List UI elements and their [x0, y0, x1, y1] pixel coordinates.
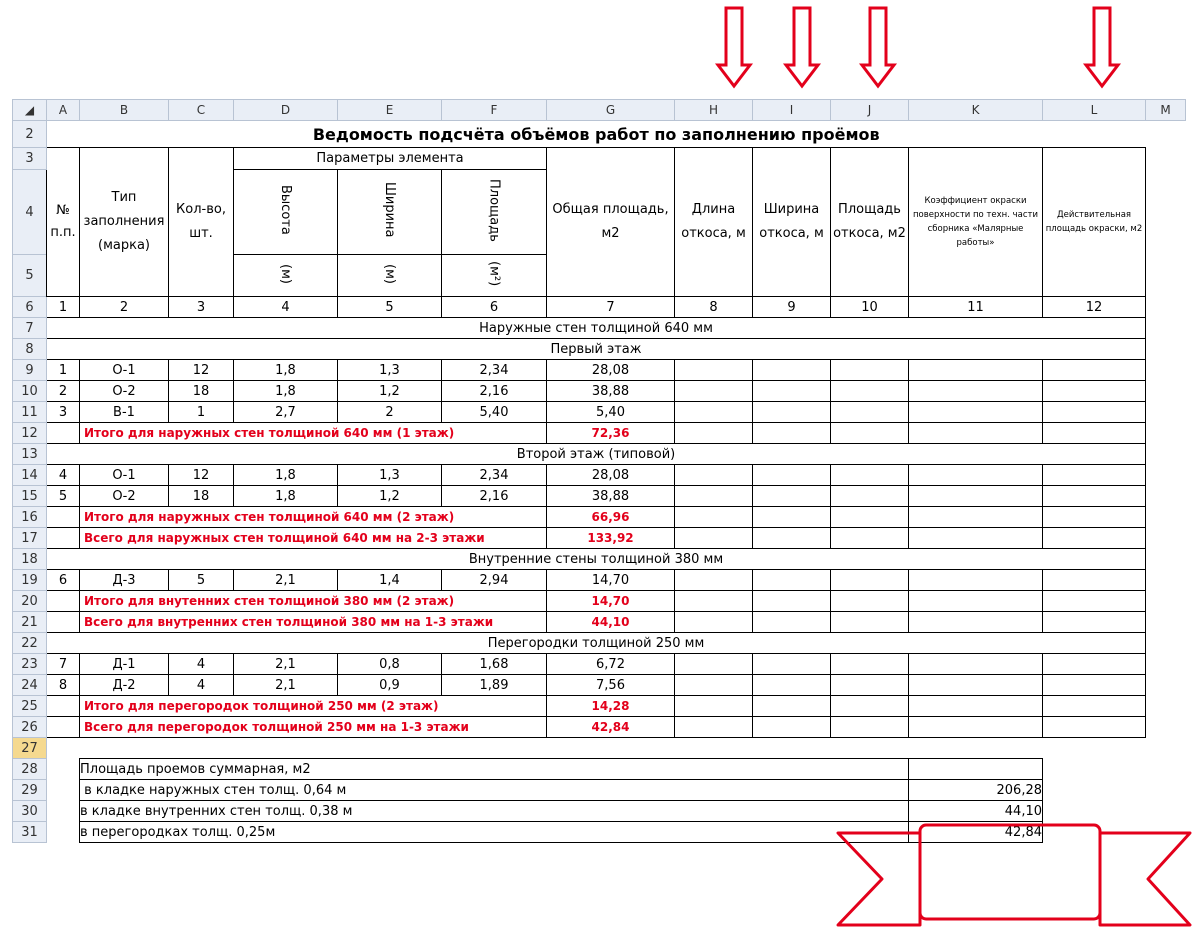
row-header[interactable]: 2 — [13, 121, 47, 148]
cell[interactable]: О-2 — [80, 381, 169, 402]
cell[interactable]: 2,34 — [442, 465, 547, 486]
summary-outer-value[interactable]: 206,28 — [909, 780, 1043, 801]
row-header[interactable]: 14 — [13, 465, 47, 486]
cell[interactable] — [831, 360, 909, 381]
cell[interactable]: 6,72 — [547, 654, 675, 675]
section-second-floor[interactable]: Второй этаж (типовой) — [47, 444, 1146, 465]
column-header-h[interactable]: H — [675, 100, 753, 121]
row-header[interactable]: 12 — [13, 423, 47, 444]
header-type[interactable]: Тип заполнения (марка) — [80, 148, 169, 297]
cell[interactable] — [831, 675, 909, 696]
header-width[interactable]: Ширина — [382, 182, 397, 238]
cell[interactable] — [753, 696, 831, 717]
row-header[interactable]: 6 — [13, 297, 47, 318]
cell[interactable] — [1043, 654, 1146, 675]
col-number[interactable]: 6 — [442, 297, 547, 318]
column-header-m[interactable]: M — [1146, 100, 1186, 121]
cell[interactable] — [675, 507, 753, 528]
cell[interactable] — [909, 654, 1043, 675]
cell[interactable] — [909, 486, 1043, 507]
total-label[interactable]: Итого для внутенних стен толщиной 380 мм (2 этаж) — [80, 591, 547, 612]
cell[interactable] — [831, 696, 909, 717]
row-header[interactable]: 19 — [13, 570, 47, 591]
cell[interactable]: 38,88 — [547, 486, 675, 507]
cell[interactable]: 18 — [169, 486, 234, 507]
cell[interactable]: 7,56 — [547, 675, 675, 696]
row-header[interactable]: 24 — [13, 675, 47, 696]
col-number[interactable]: 12 — [1043, 297, 1146, 318]
cell[interactable]: 2,16 — [442, 381, 547, 402]
cell[interactable]: 2,7 — [234, 402, 338, 423]
cell[interactable]: 1,8 — [234, 486, 338, 507]
cell[interactable]: О-1 — [80, 360, 169, 381]
header-area[interactable]: Площадь — [486, 178, 502, 242]
cell[interactable]: Д-3 — [80, 570, 169, 591]
col-number[interactable]: 5 — [338, 297, 442, 318]
column-header-e[interactable]: E — [338, 100, 442, 121]
cell[interactable] — [909, 507, 1043, 528]
cell[interactable] — [675, 591, 753, 612]
cell[interactable] — [1043, 528, 1146, 549]
row-header[interactable]: 16 — [13, 507, 47, 528]
cell[interactable]: 4 — [169, 654, 234, 675]
cell[interactable]: 1 — [47, 360, 80, 381]
header-params[interactable]: Параметры элемента — [234, 148, 547, 170]
cell[interactable] — [909, 696, 1043, 717]
unit-height[interactable]: (м) — [278, 263, 293, 284]
cell[interactable] — [675, 696, 753, 717]
total-label[interactable]: Итого для наружных стен толщиной 640 мм (1 этаж) — [80, 423, 547, 444]
total-value[interactable]: 14,70 — [547, 591, 675, 612]
header-qty[interactable]: Кол-во, шт. — [169, 148, 234, 297]
cell[interactable] — [909, 570, 1043, 591]
cell[interactable]: 0,9 — [338, 675, 442, 696]
cell[interactable]: 1,2 — [338, 381, 442, 402]
total-label[interactable]: Всего для наружных стен толщиной 640 мм на 2-3 этажи — [80, 528, 547, 549]
cell[interactable] — [831, 717, 909, 738]
cell[interactable] — [753, 381, 831, 402]
summary-heading[interactable]: Площадь проемов суммарная, м2 — [80, 759, 909, 780]
row-header[interactable]: 18 — [13, 549, 47, 570]
summary-partitions-label[interactable]: в перегородках толщ. 0,25м — [80, 822, 909, 843]
cell[interactable]: 1,8 — [234, 465, 338, 486]
cell[interactable] — [675, 612, 753, 633]
cell[interactable] — [831, 423, 909, 444]
cell[interactable] — [1043, 360, 1146, 381]
cell[interactable]: 2 — [338, 402, 442, 423]
cell[interactable]: 5,40 — [547, 402, 675, 423]
section-partitions[interactable]: Перегородки толщиной 250 мм — [47, 633, 1146, 654]
cell[interactable] — [675, 654, 753, 675]
cell[interactable] — [47, 423, 80, 444]
total-label[interactable]: Всего для внутренних стен толщиной 380 мм на 1-3 этажи — [80, 612, 547, 633]
cell[interactable] — [831, 591, 909, 612]
summary-inner-value[interactable]: 44,10 — [909, 801, 1043, 822]
total-value[interactable]: 133,92 — [547, 528, 675, 549]
column-header-g[interactable]: G — [547, 100, 675, 121]
cell[interactable] — [909, 360, 1043, 381]
total-value[interactable]: 66,96 — [547, 507, 675, 528]
sheet-title[interactable]: Ведомость подсчёта объёмов работ по заполнению проёмов — [312, 124, 880, 144]
cell[interactable] — [675, 486, 753, 507]
row-header[interactable]: 20 — [13, 591, 47, 612]
cell[interactable] — [675, 528, 753, 549]
cell[interactable]: В-1 — [80, 402, 169, 423]
row-header[interactable]: 25 — [13, 696, 47, 717]
cell[interactable]: 6 — [47, 570, 80, 591]
cell[interactable] — [47, 591, 80, 612]
row-header[interactable]: 10 — [13, 381, 47, 402]
down-arrow-icon — [718, 8, 750, 86]
cell[interactable] — [47, 717, 80, 738]
row-header[interactable]: 11 — [13, 402, 47, 423]
cell[interactable]: О-2 — [80, 486, 169, 507]
col-number[interactable]: 2 — [80, 297, 169, 318]
column-header-c[interactable]: C — [169, 100, 234, 121]
cell[interactable] — [831, 528, 909, 549]
cell[interactable] — [753, 654, 831, 675]
cell[interactable]: 12 — [169, 360, 234, 381]
col-number[interactable]: 1 — [47, 297, 80, 318]
row-header[interactable]: 31 — [13, 822, 47, 843]
cell[interactable]: 12 — [169, 465, 234, 486]
cell[interactable] — [1043, 591, 1146, 612]
cell[interactable] — [753, 402, 831, 423]
cell[interactable] — [675, 423, 753, 444]
summary-outer-label[interactable]: в кладке наружных стен толщ. 0,64 м — [80, 780, 909, 801]
row-header[interactable]: 4 — [13, 170, 47, 255]
cell[interactable] — [1043, 570, 1146, 591]
cell[interactable] — [909, 591, 1043, 612]
cell[interactable] — [753, 423, 831, 444]
summary-inner-label[interactable]: в кладке внутренних стен толщ. 0,38 м — [80, 801, 909, 822]
cell[interactable]: 7 — [47, 654, 80, 675]
cell[interactable]: 1 — [169, 402, 234, 423]
cell[interactable]: 2 — [47, 381, 80, 402]
cell[interactable] — [753, 465, 831, 486]
column-header-k[interactable]: K — [909, 100, 1043, 121]
cell[interactable] — [753, 591, 831, 612]
cell[interactable]: 2,34 — [442, 360, 547, 381]
header-coefficient[interactable]: Коэффициент окраски поверхности по техн. части сборника «Малярные работы» — [909, 148, 1043, 297]
cell[interactable] — [831, 486, 909, 507]
down-arrow-icon — [862, 8, 894, 86]
cell[interactable] — [909, 465, 1043, 486]
empty-row[interactable] — [47, 738, 1146, 759]
header-height[interactable]: Высота — [278, 185, 293, 235]
header-slope-area[interactable]: Площадь откоса, м2 — [831, 148, 909, 297]
section-first-floor[interactable]: Первый этаж — [47, 339, 1146, 360]
total-value[interactable]: 72,36 — [547, 423, 675, 444]
cell[interactable] — [909, 612, 1043, 633]
column-header-a[interactable]: A — [47, 100, 80, 121]
cell[interactable] — [831, 654, 909, 675]
cell[interactable]: 1,3 — [338, 360, 442, 381]
cell[interactable]: 5 — [47, 486, 80, 507]
cell[interactable] — [831, 402, 909, 423]
cell[interactable] — [675, 717, 753, 738]
cell[interactable] — [831, 465, 909, 486]
row-header[interactable]: 17 — [13, 528, 47, 549]
row-header[interactable]: 30 — [13, 801, 47, 822]
cell[interactable]: 18 — [169, 381, 234, 402]
header-total-area[interactable]: Общая площадь, м2 — [547, 148, 675, 297]
total-value[interactable]: 42,84 — [547, 717, 675, 738]
column-header-d[interactable]: D — [234, 100, 338, 121]
cell[interactable] — [909, 759, 1043, 780]
cell[interactable] — [1043, 381, 1146, 402]
row-header[interactable]: 3 — [13, 148, 47, 170]
spreadsheet — [12, 99, 1186, 843]
cell[interactable]: Д-2 — [80, 675, 169, 696]
col-number[interactable]: 7 — [547, 297, 675, 318]
cell[interactable] — [909, 675, 1043, 696]
cell[interactable]: 28,08 — [547, 465, 675, 486]
col-number[interactable]: 4 — [234, 297, 338, 318]
cell[interactable] — [909, 717, 1043, 738]
cell[interactable] — [831, 612, 909, 633]
section-outer-walls[interactable]: Наружные стен толщиной 640 мм — [47, 318, 1146, 339]
total-label[interactable]: Итого для перегородок толщиной 250 мм (2 этаж) — [80, 696, 547, 717]
cell[interactable] — [47, 612, 80, 633]
cell[interactable] — [909, 402, 1043, 423]
sheet-grid — [12, 99, 1186, 843]
column-header-f[interactable]: F — [442, 100, 547, 121]
cell[interactable]: 4 — [47, 465, 80, 486]
row-header[interactable]: 9 — [13, 360, 47, 381]
cell[interactable] — [753, 675, 831, 696]
cell[interactable] — [1043, 717, 1146, 738]
cell[interactable]: 2,1 — [234, 675, 338, 696]
column-header-l[interactable]: L — [1043, 100, 1146, 121]
cell[interactable] — [1043, 423, 1146, 444]
cell[interactable]: 2,1 — [234, 654, 338, 675]
cell[interactable] — [1043, 486, 1146, 507]
cell[interactable] — [1043, 675, 1146, 696]
cell[interactable] — [47, 507, 80, 528]
row-header[interactable]: 26 — [13, 717, 47, 738]
select-all-corner[interactable]: ◢ — [13, 100, 47, 121]
cell[interactable] — [675, 402, 753, 423]
cell[interactable]: 1,89 — [442, 675, 547, 696]
cell[interactable] — [753, 570, 831, 591]
cell[interactable]: 28,08 — [547, 360, 675, 381]
row-header[interactable]: 22 — [13, 633, 47, 654]
cell[interactable]: О-1 — [80, 465, 169, 486]
cell[interactable] — [675, 465, 753, 486]
cell[interactable]: 2,94 — [442, 570, 547, 591]
cell[interactable] — [753, 612, 831, 633]
cell[interactable]: 2,16 — [442, 486, 547, 507]
column-header-b[interactable]: B — [80, 100, 169, 121]
cell[interactable] — [753, 360, 831, 381]
col-number[interactable]: 3 — [169, 297, 234, 318]
row-header[interactable]: 21 — [13, 612, 47, 633]
cell[interactable]: 1,3 — [338, 465, 442, 486]
total-value[interactable]: 14,28 — [547, 696, 675, 717]
cell[interactable] — [1043, 612, 1146, 633]
col-number[interactable]: 10 — [831, 297, 909, 318]
cell[interactable] — [909, 381, 1043, 402]
cell[interactable]: 1,2 — [338, 486, 442, 507]
cell[interactable] — [675, 675, 753, 696]
cell[interactable] — [1043, 696, 1146, 717]
row-header[interactable]: 7 — [13, 318, 47, 339]
unit-area[interactable]: (м²) — [486, 260, 502, 287]
header-slope-width[interactable]: Ширина откоса, м — [753, 148, 831, 297]
cell[interactable]: Д-1 — [80, 654, 169, 675]
row-header-active[interactable]: 27 — [13, 738, 47, 759]
cell[interactable] — [675, 360, 753, 381]
cell[interactable]: 5,40 — [442, 402, 547, 423]
cell[interactable] — [675, 381, 753, 402]
cell[interactable] — [909, 423, 1043, 444]
row-header[interactable]: 23 — [13, 654, 47, 675]
down-arrow-icon — [1086, 8, 1118, 86]
section-inner-walls[interactable]: Внутренние стены толщиной 380 мм — [47, 549, 1146, 570]
cell[interactable] — [831, 570, 909, 591]
row-header[interactable]: 5 — [13, 255, 47, 297]
cell[interactable] — [675, 570, 753, 591]
cell[interactable] — [831, 381, 909, 402]
col-number[interactable]: 9 — [753, 297, 831, 318]
cell[interactable] — [47, 528, 80, 549]
header-actual-area[interactable]: Действительная площадь окраски, м2 — [1043, 148, 1146, 297]
cell[interactable]: 3 — [47, 402, 80, 423]
down-arrow-icon — [786, 8, 818, 86]
cell[interactable]: 38,88 — [547, 381, 675, 402]
cell[interactable] — [753, 507, 831, 528]
total-value[interactable]: 44,10 — [547, 612, 675, 633]
cell[interactable]: 5 — [169, 570, 234, 591]
header-num[interactable]: № п.п. — [47, 148, 80, 297]
cell[interactable] — [753, 528, 831, 549]
cell[interactable]: 1,68 — [442, 654, 547, 675]
cell[interactable]: 2,1 — [234, 570, 338, 591]
col-number[interactable]: 11 — [909, 297, 1043, 318]
row-header[interactable]: 15 — [13, 486, 47, 507]
cell[interactable]: 1,8 — [234, 360, 338, 381]
cell[interactable] — [1043, 465, 1146, 486]
cell[interactable] — [753, 486, 831, 507]
total-label[interactable]: Итого для наружных стен толщиной 640 мм (2 этаж) — [80, 507, 547, 528]
cell[interactable]: 1,4 — [338, 570, 442, 591]
cell[interactable] — [831, 507, 909, 528]
total-label[interactable]: Всего для перегородок толщиной 250 мм на 1-3 этажи — [80, 717, 547, 738]
header-slope-length[interactable]: Длина откоса, м — [675, 148, 753, 297]
cell[interactable]: 1,8 — [234, 381, 338, 402]
unit-width[interactable]: (м) — [382, 263, 397, 284]
cell[interactable]: 0,8 — [338, 654, 442, 675]
cell[interactable]: 4 — [169, 675, 234, 696]
row-header[interactable]: 29 — [13, 780, 47, 801]
row-header[interactable]: 13 — [13, 444, 47, 465]
cell[interactable] — [47, 696, 80, 717]
column-header-i[interactable]: I — [753, 100, 831, 121]
row-header[interactable]: 28 — [13, 759, 47, 780]
cell[interactable] — [753, 717, 831, 738]
cell[interactable]: 8 — [47, 675, 80, 696]
cell[interactable]: 14,70 — [547, 570, 675, 591]
summary-partitions-value[interactable]: 42,84 — [909, 822, 1043, 843]
col-number[interactable]: 8 — [675, 297, 753, 318]
row-header[interactable]: 8 — [13, 339, 47, 360]
column-header-j[interactable]: J — [831, 100, 909, 121]
cell[interactable] — [909, 528, 1043, 549]
cell[interactable] — [1043, 402, 1146, 423]
cell[interactable] — [1043, 507, 1146, 528]
